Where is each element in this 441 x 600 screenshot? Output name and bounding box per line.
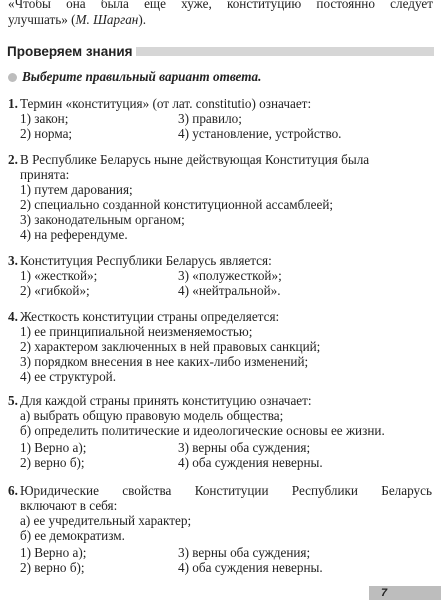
bullet-icon — [8, 73, 17, 82]
option: 3) законодательным органом; — [20, 212, 185, 227]
option: 3) верны оба суждения; — [178, 440, 311, 455]
question-text-continued: включают в себя: — [20, 498, 118, 513]
statement: б) определить политические и идеологические основы ее жизни. — [20, 423, 385, 438]
statement: а) выбрать общую правовую модель общества; — [20, 408, 284, 423]
question-5 — [8, 393, 438, 470]
section-divider — [136, 47, 434, 56]
option-row — [20, 440, 438, 455]
intro-quote-line-2 — [8, 12, 146, 27]
option: 2) верно б); — [20, 560, 85, 575]
option-row — [20, 126, 438, 141]
intro-quote-author: М. Шарган — [75, 12, 139, 27]
question-number: 6. — [8, 483, 18, 498]
option: 1) Верно а); — [20, 545, 87, 560]
question-number: 3. — [8, 253, 18, 268]
option: 3) правило; — [178, 111, 242, 126]
option: 3) порядком внесения в нее каких-либо изменений; — [20, 354, 309, 369]
question-text: В Республике Беларусь ныне действующая Конституция была — [20, 152, 370, 167]
question-number: 2. — [8, 152, 18, 167]
option: 4) оба суждения неверны. — [178, 560, 323, 575]
option: 1) «жесткой»; — [20, 268, 98, 283]
question-1 — [8, 96, 438, 141]
option-row — [20, 455, 438, 470]
question-4 — [8, 309, 438, 384]
option: 1) путем дарования; — [20, 182, 133, 197]
intro-quote-line-1: «Чтобы она была еще хуже, конституцию постоянно следует — [8, 0, 433, 11]
question-number: 1. — [8, 96, 18, 111]
option: 2) верно б); — [20, 455, 85, 470]
statement: а) ее учредительный характер; — [20, 513, 192, 528]
intro-quote-end: ). — [138, 12, 147, 27]
question-number: 4. — [8, 309, 18, 324]
question-text: Конституция Республики Беларусь является: — [20, 253, 272, 268]
option: 2) специально созданной конституционной ассамблеей; — [20, 197, 334, 212]
option-row — [20, 545, 438, 560]
option-row — [20, 268, 438, 283]
option: 4) «нейтральной». — [178, 283, 281, 298]
option-row — [20, 560, 438, 575]
question-text: Для каждой страны принять конституцию означает: — [20, 393, 312, 408]
option: 3) верны оба суждения; — [178, 545, 311, 560]
question-number: 5. — [8, 393, 18, 408]
option: 2) «гибкой»; — [20, 283, 90, 298]
option-row — [20, 283, 438, 298]
option: 2) характером заключенных в ней правовых санкций; — [20, 339, 321, 354]
option: 4) оба суждения неверны. — [178, 455, 323, 470]
option: 1) Верно а); — [20, 440, 87, 455]
question-text: Жесткость конституции страны определяется: — [20, 309, 280, 324]
option: 4) на референдуме. — [20, 227, 128, 242]
option: 4) установление, устройство. — [178, 126, 342, 141]
question-text: Термин «конституция» (от лат. constitutio) означает: — [20, 96, 312, 111]
question-text-continued: принята: — [20, 167, 70, 182]
option: 1) ее принципиальной неизменяемостью; — [20, 324, 253, 339]
statement: б) ее демократизм. — [20, 528, 125, 543]
option: 3) «полужесткой»; — [178, 268, 282, 283]
question-6 — [8, 483, 438, 575]
question-3 — [8, 253, 438, 298]
option-row — [20, 111, 438, 126]
question-text: Юридические свойства Конституции Республики Беларусь — [20, 483, 432, 498]
intro-quote-text: улучшать» ( — [8, 12, 76, 27]
question-2 — [8, 152, 438, 242]
option: 4) ее структурой. — [20, 369, 117, 384]
option: 2) норма; — [20, 126, 73, 141]
task-instruction: Выберите правильный вариант ответа. — [22, 69, 262, 84]
page-number: 7 — [369, 586, 441, 600]
option: 1) закон; — [20, 111, 69, 126]
section-title: Проверяем знания — [7, 44, 133, 59]
